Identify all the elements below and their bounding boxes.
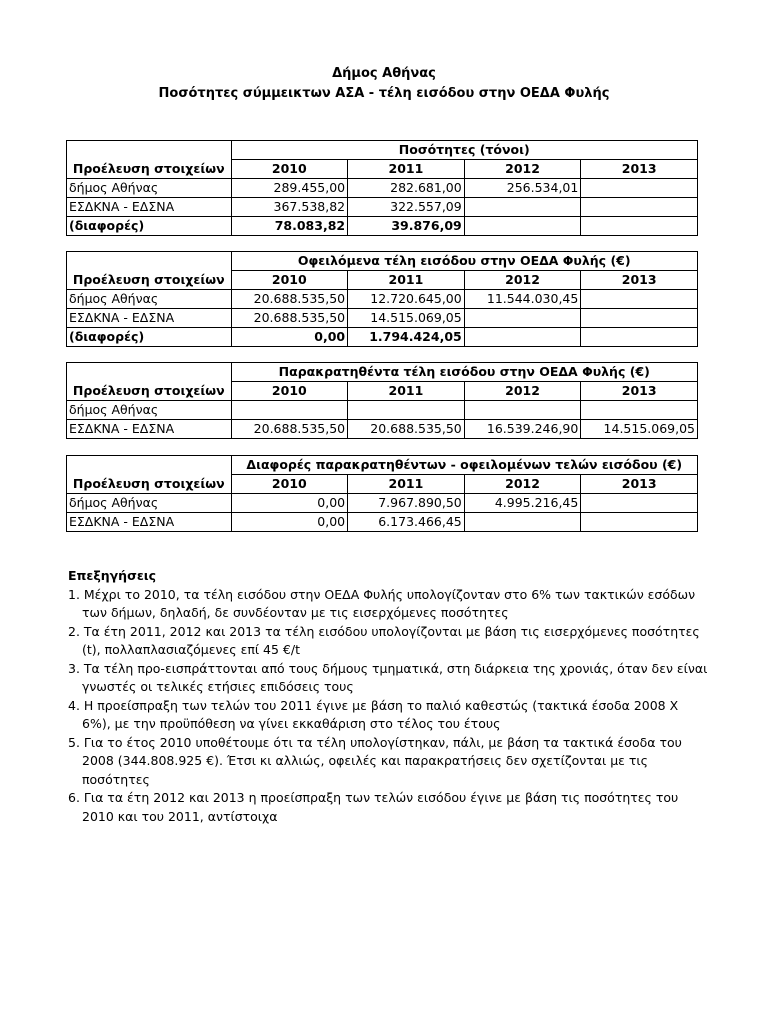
year-header: 2010 xyxy=(231,475,348,494)
table-cell xyxy=(464,198,581,217)
row-source-label: Προέλευση στοιχείων xyxy=(67,382,232,401)
table-row xyxy=(67,420,698,439)
table-heading: Οφειλόμενα τέλη εισόδου στην ΟΕΔΑ Φυλής (€) xyxy=(231,252,698,271)
table-cell xyxy=(581,328,698,347)
year-header: 2011 xyxy=(348,382,465,401)
year-header: 2010 xyxy=(231,160,348,179)
table-cell xyxy=(464,309,581,328)
table-cell: 20.688.535,50 xyxy=(348,420,465,439)
table-cell xyxy=(464,513,581,532)
table-row xyxy=(67,401,698,420)
table-cell: 14.515.069,05 xyxy=(348,309,465,328)
row-label: (διαφορές) xyxy=(67,217,232,236)
table-row xyxy=(67,494,698,513)
fee-differences-table xyxy=(66,455,698,532)
table-cell: 20.688.535,50 xyxy=(231,290,348,309)
table-cell xyxy=(464,328,581,347)
quantities-table xyxy=(66,140,698,236)
row-label: ΕΣΔΚΝΑ - ΕΔΣΝΑ xyxy=(67,309,232,328)
table-cell: 0,00 xyxy=(231,494,348,513)
explanation-item: 6. Για τα έτη 2012 και 2013 η προείσπραξη των τελών εισόδου έγινε με βάση τις ποσότητες του 2010 και του 2011, αντίστοιχα xyxy=(68,790,679,824)
table-cell: 12.720.645,00 xyxy=(348,290,465,309)
row-label: δήμος Αθήνας xyxy=(67,290,232,309)
table-cell xyxy=(348,401,465,420)
table-cell: 4.995.216,45 xyxy=(464,494,581,513)
document-subtitle: Ποσότητες σύμμεικτων ΑΣΑ - τέλη εισόδου στην ΟΕΔΑ Φυλής xyxy=(158,86,610,101)
explanations-section xyxy=(68,567,708,826)
explanation-item: 5. Για το έτος 2010 υποθέτουμε ότι τα τέλη υπολογίστηκαν, πάλι, με βάση τα τακτικά έσοδα του 2008 (344.808.925 €). Έτσι κι αλλιώς, οφειλές και παρακρατήσεις δεν σχετίζονται με τις ποσότητες xyxy=(68,734,682,787)
table-cell: 367.538,82 xyxy=(231,198,348,217)
table-cell xyxy=(581,513,698,532)
table-heading: Ποσότητες (τόνοι) xyxy=(231,141,698,160)
table-cell xyxy=(581,179,698,198)
row-label: ΕΣΔΚΝΑ - ΕΔΣΝΑ xyxy=(67,420,232,439)
row-source-label: Προέλευση στοιχείων xyxy=(67,271,232,290)
row-label: δήμος Αθήνας xyxy=(67,179,232,198)
table-cell xyxy=(464,217,581,236)
explanation-item: 2. Τα έτη 2011, 2012 και 2013 τα τέλη εισόδου υπολογίζονται με βάση τις εισερχόμενες ποσότητες (t), πολλαπλασιαζόμενες επί 45 €/t xyxy=(68,623,700,657)
year-header: 2011 xyxy=(348,271,465,290)
year-header: 2013 xyxy=(581,160,698,179)
row-label: δήμος Αθήνας xyxy=(67,401,232,420)
table-cell: 289.455,00 xyxy=(231,179,348,198)
table-cell: 282.681,00 xyxy=(348,179,465,198)
table-row xyxy=(67,179,698,198)
table-cell: 7.967.890,50 xyxy=(348,494,465,513)
table-row xyxy=(67,513,698,532)
row-source-label: Προέλευση στοιχείων xyxy=(67,475,232,494)
table-cell xyxy=(581,401,698,420)
table-cell: 256.534,01 xyxy=(464,179,581,198)
table-cell: 6.173.466,45 xyxy=(348,513,465,532)
table-cell: 39.876,09 xyxy=(348,217,465,236)
year-header: 2012 xyxy=(464,382,581,401)
table-cell: 20.688.535,50 xyxy=(231,309,348,328)
row-label: δήμος Αθήνας xyxy=(67,494,232,513)
explanation-item: 4. Η προείσπραξη των τελών του 2011 έγινε με βάση το παλιό καθεστώς (τακτικά έσοδα 2008 Χ 6%), με την προϋπόθεση να γίνει εκκαθάριση στο τέλος του έτους xyxy=(68,697,679,731)
table-cell xyxy=(581,290,698,309)
table-cell: 0,00 xyxy=(231,513,348,532)
table-row xyxy=(67,328,698,347)
table-cell xyxy=(581,309,698,328)
table-cell xyxy=(231,401,348,420)
table-cell xyxy=(581,494,698,513)
table-heading: Διαφορές παρακρατηθέντων - οφειλομένων τελών εισόδου (€) xyxy=(231,456,697,475)
explanations-heading: Επεξηγήσεις xyxy=(68,568,157,583)
owed-fees-table xyxy=(66,251,698,347)
table-cell: 20.688.535,50 xyxy=(231,420,348,439)
document-title: Δήμος Αθήνας xyxy=(332,66,436,81)
year-header: 2012 xyxy=(464,475,581,494)
table-row xyxy=(67,217,698,236)
year-header: 2011 xyxy=(348,160,465,179)
table-heading: Παρακρατηθέντα τέλη εισόδου στην ΟΕΔΑ Φυλής (€) xyxy=(231,363,697,382)
year-header: 2013 xyxy=(581,475,698,494)
year-header: 2012 xyxy=(464,271,581,290)
table-cell: 14.515.069,05 xyxy=(581,420,698,439)
table-cell: 1.794.424,05 xyxy=(348,328,465,347)
year-header: 2012 xyxy=(464,160,581,179)
table-row xyxy=(67,309,698,328)
table-cell: 0,00 xyxy=(231,328,348,347)
table-cell xyxy=(581,217,698,236)
year-header: 2013 xyxy=(581,271,698,290)
table-row xyxy=(67,198,698,217)
withheld-fees-table xyxy=(66,362,698,439)
table-cell xyxy=(464,401,581,420)
year-header: 2010 xyxy=(231,271,348,290)
explanation-item: 3. Τα τέλη προ-εισπράττονται από τους δήμους τμηματικά, στη διάρκεια της χρονιάς, όταν δεν είναι γνωστές οι τελικές ετήσιες επιδόσεις τους xyxy=(68,660,708,694)
row-label: ΕΣΔΚΝΑ - ΕΔΣΝΑ xyxy=(67,513,232,532)
explanation-item: 1. Μέχρι το 2010, τα τέλη εισόδου στην ΟΕΔΑ Φυλής υπολογίζονταν στο 6% των τακτικών εσόδων των δήμων, δηλαδή, δε συνδέονταν με τις εισερχόμενες ποσότητες xyxy=(68,586,696,620)
year-header: 2013 xyxy=(581,382,698,401)
table-row xyxy=(67,290,698,309)
table-cell: 322.557,09 xyxy=(348,198,465,217)
row-label: ΕΣΔΚΝΑ - ΕΔΣΝΑ xyxy=(67,198,232,217)
year-header: 2011 xyxy=(348,475,465,494)
table-cell: 16.539.246,90 xyxy=(464,420,581,439)
row-source-label: Προέλευση στοιχείων xyxy=(67,160,232,179)
row-label: (διαφορές) xyxy=(67,328,232,347)
table-cell xyxy=(581,198,698,217)
table-cell: 11.544.030,45 xyxy=(464,290,581,309)
table-cell: 78.083,82 xyxy=(231,217,348,236)
year-header: 2010 xyxy=(231,382,348,401)
